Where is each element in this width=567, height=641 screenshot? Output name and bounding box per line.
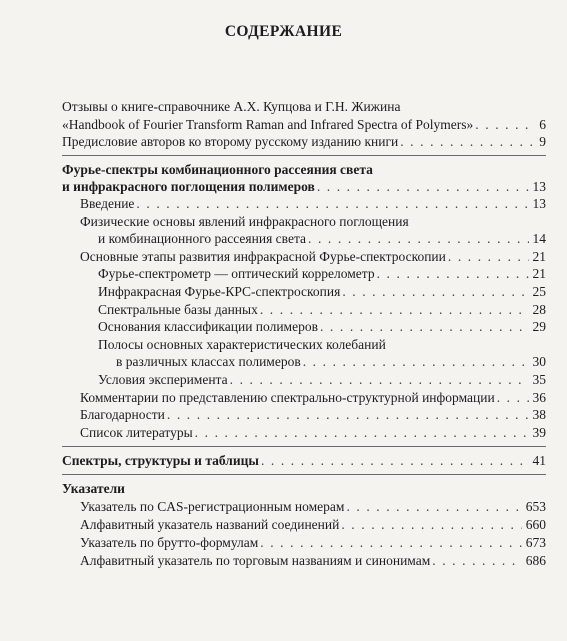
toc-page-number: 29 xyxy=(532,319,546,334)
toc-entry-text: Указатель по CAS-регистрационным номерам xyxy=(80,499,345,514)
toc-entry-acknowledgements[interactable] xyxy=(80,406,546,424)
toc-entry-physics[interactable] xyxy=(80,213,546,231)
toc-entry-text: Основания классификации полимеров xyxy=(98,319,318,334)
toc-page-number: 14 xyxy=(532,231,546,246)
toc-entry-bands[interactable] xyxy=(98,336,546,354)
toc-entry-text: Спектральные базы данных xyxy=(98,302,258,317)
leader-dots xyxy=(344,498,521,516)
toc-page-number: 6 xyxy=(539,117,546,132)
toc-entry-text: Полосы основных характеристических колебаний xyxy=(98,337,386,352)
toc-entry-raman[interactable] xyxy=(98,283,546,301)
toc-entry-text: Список литературы xyxy=(80,425,193,440)
section-divider xyxy=(62,474,546,475)
toc-page-number: 653 xyxy=(525,499,546,514)
leader-dots xyxy=(258,534,521,552)
toc-entry-text: Предисловие авторов ко второму русскому изданию книги xyxy=(62,134,399,149)
toc-entry-trade-name-index[interactable] xyxy=(80,552,546,570)
toc-page-number: 25 xyxy=(532,284,546,299)
toc-entry-text: Указатели xyxy=(62,481,125,496)
toc-entry-classification[interactable] xyxy=(98,318,546,336)
toc-page-number: 21 xyxy=(532,266,546,281)
toc-section-tables[interactable] xyxy=(62,452,546,470)
leader-dots xyxy=(306,230,528,248)
toc-page-number: 41 xyxy=(532,453,546,468)
toc-entry-reviews-cont[interactable] xyxy=(62,116,546,134)
toc-page-number: 686 xyxy=(525,553,546,568)
toc-section-spectra[interactable] xyxy=(62,161,546,179)
page-title: СОДЕРЖАНИЕ xyxy=(224,23,343,40)
toc-entry-formula-index[interactable] xyxy=(80,534,546,552)
toc-entry-preface[interactable] xyxy=(62,133,546,151)
toc-entry-cas-index[interactable] xyxy=(80,498,546,516)
toc-entry-physics-cont[interactable] xyxy=(98,230,546,248)
toc-entry-text: Благодарности xyxy=(80,407,165,422)
toc-entry-comments[interactable] xyxy=(80,389,546,407)
leader-dots xyxy=(315,178,529,196)
toc-entry-text: Спектры, структуры и таблицы xyxy=(62,453,259,468)
leader-dots xyxy=(259,452,529,470)
toc-entry-text: Отзывы о книге-справочнике А.Х. Купцова и Г.Н. Жижина xyxy=(62,99,401,114)
toc-entry-reviews[interactable] xyxy=(62,98,546,116)
toc-page-number: 30 xyxy=(532,354,546,369)
toc-entry-text: и инфракрасного поглощения полимеров xyxy=(62,179,315,194)
leader-dots xyxy=(495,389,529,407)
toc-page-number: 36 xyxy=(532,390,546,405)
toc-page-number: 13 xyxy=(532,179,546,194)
leader-dots xyxy=(165,406,529,424)
toc-entry-spectrometer[interactable] xyxy=(98,265,546,283)
toc-entry-text: Условия эксперимента xyxy=(98,372,228,387)
toc-entry-text: Указатель по брутто-формулам xyxy=(80,535,259,550)
toc-entry-text: Фурье-спектры комбинационного рассеяния света xyxy=(62,162,373,177)
leader-dots xyxy=(430,552,521,570)
toc-entry-text: и комбинационного рассеяния света xyxy=(98,231,307,246)
leader-dots xyxy=(339,516,521,534)
toc-page-number: 9 xyxy=(539,134,546,149)
toc-page-number: 35 xyxy=(532,372,546,387)
leader-dots xyxy=(446,248,529,266)
leader-dots xyxy=(375,265,529,283)
toc-entry-text: Инфракрасная Фурье-КРС-спектроскопия xyxy=(98,284,341,299)
toc-entry-introduction[interactable] xyxy=(80,195,546,213)
toc-entry-databases[interactable] xyxy=(98,301,546,319)
leader-dots xyxy=(193,424,529,442)
toc-entry-name-index[interactable] xyxy=(80,516,546,534)
leader-dots xyxy=(318,318,529,336)
toc-page-number: 660 xyxy=(525,517,546,532)
toc-section-spectra-cont[interactable] xyxy=(62,178,546,196)
toc-entry-conditions[interactable] xyxy=(98,371,546,389)
toc-page-number: 38 xyxy=(532,407,546,422)
toc-entry-bands-cont[interactable] xyxy=(116,353,546,371)
toc-entry-text: в различных классах полимеров xyxy=(116,354,301,369)
toc-entry-text: Фурье-спектрометр — оптический коррелометр xyxy=(98,266,375,281)
leader-dots xyxy=(340,283,528,301)
leader-dots xyxy=(398,133,535,151)
leader-dots xyxy=(301,353,529,371)
toc-entry-text: Основные этапы развития инфракрасной Фурье-спектроскопии xyxy=(80,249,446,264)
toc-entry-text: Введение xyxy=(80,196,135,211)
section-divider xyxy=(62,446,546,447)
leader-dots xyxy=(134,195,528,213)
leader-dots xyxy=(228,371,529,389)
toc-page-number: 21 xyxy=(532,249,546,264)
toc-entry-text: Физические основы явлений инфракрасного поглощения xyxy=(80,214,409,229)
toc-entry-text: Алфавитный указатель названий соединений xyxy=(80,517,340,532)
toc-page-number: 39 xyxy=(532,425,546,440)
toc-entry-text: «Handbook of Fourier Transform Raman and Infrared Spectra of Polymers» xyxy=(62,117,474,132)
toc-entry-text: Алфавитный указатель по торговым названиям и синонимам xyxy=(80,553,431,568)
toc-page-number: 13 xyxy=(532,196,546,211)
leader-dots xyxy=(473,116,535,134)
toc-entry-text: Комментарии по представлению спектрально-структурной информации xyxy=(80,390,495,405)
toc-entry-references[interactable] xyxy=(80,424,546,442)
section-divider xyxy=(62,155,546,156)
toc-page-number: 673 xyxy=(525,535,546,550)
leader-dots xyxy=(258,301,529,319)
toc-entry-history[interactable] xyxy=(80,248,546,266)
toc-page-number: 28 xyxy=(532,302,546,317)
toc-section-indexes[interactable] xyxy=(62,480,546,498)
